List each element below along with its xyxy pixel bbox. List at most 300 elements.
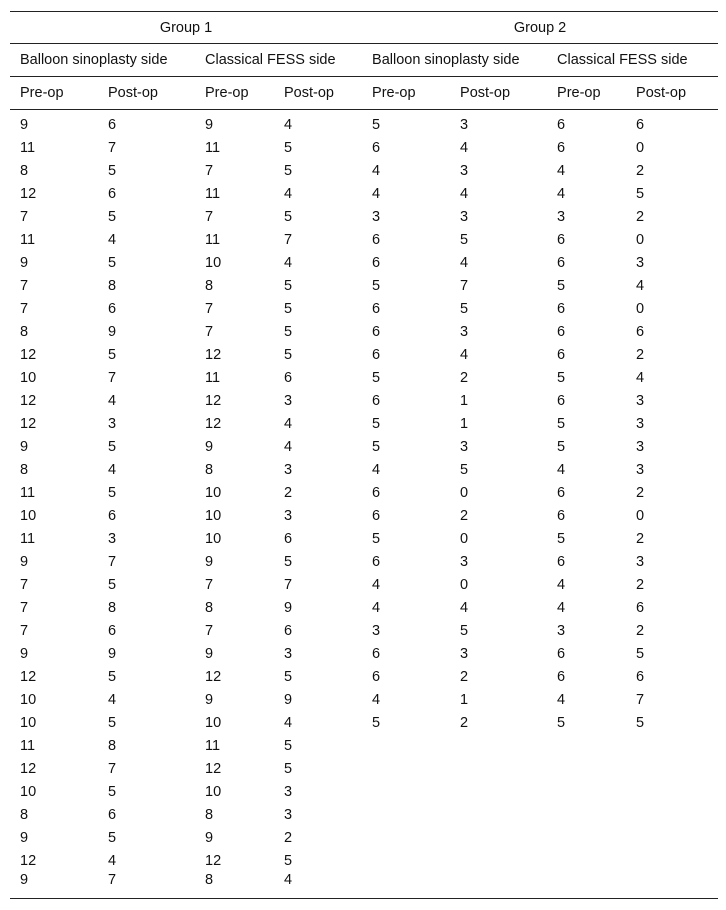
table-cell: 6	[636, 668, 645, 685]
table-cell: 11	[20, 530, 36, 547]
table-cell: 6	[636, 323, 645, 340]
table-cell	[626, 803, 718, 826]
table-cell: 4	[460, 254, 469, 271]
table-cell: 9	[205, 553, 214, 570]
table-cell: 2	[460, 507, 469, 524]
table-cell: 7	[108, 553, 117, 570]
table-cell: 4	[284, 714, 293, 731]
table-cell: 4	[636, 277, 645, 294]
table-cell: 3	[460, 645, 469, 662]
table-cell: 1	[460, 415, 469, 432]
table-body	[10, 110, 718, 899]
table-cell: 4	[284, 438, 293, 455]
table-row	[10, 642, 718, 665]
table-cell: 2	[460, 714, 469, 731]
table-cell: 0	[460, 530, 469, 547]
table-cell	[450, 780, 547, 803]
table-row	[10, 550, 718, 573]
table-cell: 9	[20, 116, 29, 133]
table-cell: 5	[284, 346, 293, 363]
side-header: Classical FESS side	[195, 44, 362, 77]
table-cell: 2	[460, 668, 469, 685]
table-cell: 3	[372, 208, 381, 225]
table-row	[10, 481, 718, 504]
table-cell: 9	[205, 645, 214, 662]
table-cell: 3	[636, 254, 645, 271]
table-cell: 5	[372, 415, 381, 432]
table-cell: 12	[205, 415, 222, 432]
table-cell	[450, 734, 547, 757]
table-cell: 10	[20, 369, 37, 386]
table-cell: 5	[557, 277, 566, 294]
table-cell: 6	[372, 507, 381, 524]
table-cell: 2	[636, 622, 645, 639]
table-cell: 4	[108, 461, 117, 478]
table-cell	[450, 872, 547, 899]
table-cell: 7	[284, 231, 293, 248]
table-cell: 3	[108, 415, 117, 432]
table-cell: 0	[636, 300, 645, 317]
table-cell	[450, 826, 547, 849]
table-cell: 1	[460, 691, 469, 708]
table-row	[10, 182, 718, 205]
table-cell: 4	[557, 691, 566, 708]
table-cell	[362, 803, 450, 826]
table-row	[10, 458, 718, 481]
table-cell: 12	[205, 668, 222, 685]
table-cell: 8	[108, 277, 117, 294]
table-cell: 5	[284, 323, 293, 340]
table-cell: 12	[20, 852, 37, 869]
table-cell	[450, 849, 547, 872]
table-cell: 5	[108, 438, 117, 455]
table-cell	[547, 803, 626, 826]
table-cell: 3	[372, 622, 381, 639]
table-cell: 7	[108, 139, 117, 156]
table-cell: 3	[636, 553, 645, 570]
table-cell: 6	[557, 507, 566, 524]
table-cell: 10	[20, 714, 37, 731]
table-cell: 0	[460, 576, 469, 593]
table-cell: 8	[20, 806, 29, 823]
table-cell: 9	[284, 599, 293, 616]
table-cell: 6	[557, 346, 566, 363]
table-cell: 4	[460, 185, 469, 202]
table-cell: 11	[205, 185, 221, 202]
table-cell: 12	[205, 760, 222, 777]
table-cell	[547, 826, 626, 849]
table-cell: 5	[460, 300, 469, 317]
timepoint-header: Pre-op	[195, 77, 274, 110]
table-cell: 6	[557, 484, 566, 501]
table-cell: 6	[284, 622, 293, 639]
table-cell: 7	[636, 691, 645, 708]
table-cell: 7	[205, 323, 214, 340]
table-cell: 6	[636, 116, 645, 133]
table-cell: 6	[557, 323, 566, 340]
table-cell: 8	[20, 162, 29, 179]
table-cell: 2	[636, 576, 645, 593]
table-cell: 5	[284, 300, 293, 317]
table-cell: 4	[284, 415, 293, 432]
timepoint-header: Post-op	[450, 77, 547, 110]
group-header: Group 1	[10, 12, 362, 44]
table-cell: 5	[636, 645, 645, 662]
table-row	[10, 711, 718, 734]
table-cell: 2	[636, 530, 645, 547]
table-cell: 11	[205, 139, 221, 156]
table-cell: 2	[636, 346, 645, 363]
side-header-row	[10, 44, 718, 77]
side-header: Balloon sinoplasty side	[362, 44, 547, 77]
table-row	[10, 274, 718, 297]
timepoint-header: Pre-op	[362, 77, 450, 110]
table-cell: 11	[205, 231, 221, 248]
table-row	[10, 826, 718, 849]
table-cell: 10	[205, 714, 222, 731]
table-cell: 2	[460, 369, 469, 386]
table-cell: 3	[557, 208, 566, 225]
timepoint-header: Post-op	[98, 77, 195, 110]
table-row	[10, 343, 718, 366]
table-cell: 4	[557, 162, 566, 179]
table-cell	[626, 757, 718, 780]
table-cell: 2	[636, 162, 645, 179]
table-cell: 11	[205, 737, 221, 754]
table-cell: 8	[205, 599, 214, 616]
side-header: Classical FESS side	[547, 44, 718, 77]
table-cell: 5	[372, 277, 381, 294]
table-cell: 6	[372, 231, 381, 248]
table-row	[10, 734, 718, 757]
table-cell: 4	[274, 872, 362, 899]
table-cell: 10	[205, 254, 222, 271]
table-row	[10, 159, 718, 182]
table-cell: 2	[636, 484, 645, 501]
table-cell: 4	[372, 576, 381, 593]
table-cell: 10	[205, 783, 222, 800]
table-cell	[547, 872, 626, 899]
table-cell: 6	[372, 346, 381, 363]
table-cell: 6	[108, 622, 117, 639]
table-cell: 4	[372, 461, 381, 478]
table-cell: 3	[284, 507, 293, 524]
table-cell: 8	[205, 277, 214, 294]
table-cell: 2	[636, 208, 645, 225]
table-cell: 11	[20, 139, 36, 156]
table-cell: 4	[108, 691, 117, 708]
table-cell: 5	[460, 461, 469, 478]
table-cell: 4	[108, 852, 117, 869]
table-row	[10, 435, 718, 458]
table-cell: 11	[205, 369, 221, 386]
table-cell: 4	[460, 139, 469, 156]
table-cell: 3	[636, 392, 645, 409]
table-cell: 3	[460, 323, 469, 340]
table-cell: 7	[20, 208, 29, 225]
table-cell: 0	[636, 139, 645, 156]
table-cell: 6	[284, 369, 293, 386]
table-cell: 11	[20, 484, 36, 501]
table-cell: 6	[372, 484, 381, 501]
table-cell: 6	[557, 116, 566, 133]
table-cell: 3	[284, 392, 293, 409]
table-cell: 9	[205, 691, 214, 708]
table-cell: 5	[284, 668, 293, 685]
table-cell: 9	[20, 438, 29, 455]
table-cell	[626, 872, 718, 899]
table-cell: 7	[20, 277, 29, 294]
table-row	[10, 849, 718, 872]
table-cell: 5	[372, 116, 381, 133]
table-cell: 10	[205, 530, 222, 547]
table-cell: 5	[460, 622, 469, 639]
table-cell: 6	[372, 300, 381, 317]
data-table-container	[10, 11, 718, 899]
table-row	[10, 780, 718, 803]
table-cell: 10	[20, 691, 37, 708]
table-cell: 6	[557, 231, 566, 248]
table-cell: 5	[372, 530, 381, 547]
table-cell: 4	[557, 185, 566, 202]
table-cell: 8	[195, 872, 274, 899]
table-cell: 3	[460, 208, 469, 225]
table-cell: 3	[460, 162, 469, 179]
timepoint-header-row	[10, 77, 718, 110]
table-row	[10, 688, 718, 711]
table-cell: 7	[20, 576, 29, 593]
table-cell: 4	[372, 162, 381, 179]
table-cell: 5	[108, 346, 117, 363]
table-cell: 11	[20, 737, 36, 754]
table-cell	[547, 757, 626, 780]
table-cell: 5	[108, 714, 117, 731]
table-row	[10, 205, 718, 228]
table-row	[10, 596, 718, 619]
timepoint-header: Post-op	[626, 77, 718, 110]
table-cell: 7	[98, 872, 195, 899]
data-table	[10, 11, 718, 899]
table-cell: 7	[205, 162, 214, 179]
table-cell: 9	[205, 116, 214, 133]
table-cell: 9	[20, 254, 29, 271]
table-cell	[626, 849, 718, 872]
table-cell: 5	[284, 277, 293, 294]
table-row	[10, 573, 718, 596]
table-cell: 6	[557, 300, 566, 317]
table-cell: 9	[205, 829, 214, 846]
table-cell: 0	[460, 484, 469, 501]
table-cell: 7	[108, 369, 117, 386]
table-cell	[362, 826, 450, 849]
table-cell: 5	[108, 829, 117, 846]
table-cell: 6	[108, 300, 117, 317]
table-cell: 5	[284, 760, 293, 777]
table-cell: 4	[284, 116, 293, 133]
table-cell: 5	[460, 231, 469, 248]
table-cell: 4	[460, 346, 469, 363]
table-cell: 6	[372, 645, 381, 662]
table-row	[10, 527, 718, 550]
table-cell: 7	[205, 576, 214, 593]
table-cell: 9	[10, 872, 98, 899]
table-cell: 5	[108, 162, 117, 179]
table-cell: 9	[284, 691, 293, 708]
table-cell: 9	[108, 323, 117, 340]
table-cell: 3	[636, 415, 645, 432]
group-header-row	[10, 12, 718, 44]
table-cell: 12	[20, 760, 37, 777]
table-cell: 5	[557, 438, 566, 455]
table-cell: 4	[460, 599, 469, 616]
table-cell: 10	[205, 484, 222, 501]
table-row	[10, 251, 718, 274]
table-cell: 9	[205, 438, 214, 455]
table-cell: 8	[20, 323, 29, 340]
table-cell: 5	[284, 553, 293, 570]
table-cell: 4	[108, 392, 117, 409]
table-cell: 4	[108, 231, 117, 248]
table-cell: 4	[372, 599, 381, 616]
table-cell: 12	[20, 668, 37, 685]
table-cell: 5	[108, 668, 117, 685]
table-cell: 3	[284, 461, 293, 478]
table-cell: 6	[372, 668, 381, 685]
table-cell	[450, 757, 547, 780]
table-cell: 3	[636, 461, 645, 478]
table-cell: 6	[557, 668, 566, 685]
table-cell: 5	[557, 415, 566, 432]
table-cell: 3	[460, 116, 469, 133]
table-cell	[362, 780, 450, 803]
table-cell: 12	[205, 346, 222, 363]
table-cell: 5	[636, 714, 645, 731]
table-cell: 6	[108, 116, 117, 133]
table-cell: 2	[284, 484, 293, 501]
table-cell: 12	[205, 392, 222, 409]
table-cell: 4	[284, 254, 293, 271]
table-cell: 4	[372, 691, 381, 708]
table-row	[10, 412, 718, 435]
table-cell: 5	[108, 576, 117, 593]
table-cell: 6	[108, 806, 117, 823]
table-cell: 5	[372, 438, 381, 455]
table-cell: 2	[284, 829, 293, 846]
timepoint-header: Pre-op	[547, 77, 626, 110]
table-cell: 4	[557, 461, 566, 478]
table-cell: 12	[20, 346, 37, 363]
table-cell: 6	[372, 553, 381, 570]
table-cell: 7	[205, 300, 214, 317]
table-cell: 4	[557, 576, 566, 593]
table-cell: 12	[20, 392, 37, 409]
table-row	[10, 619, 718, 642]
table-cell: 5	[636, 185, 645, 202]
table-cell: 3	[460, 553, 469, 570]
table-cell: 0	[636, 507, 645, 524]
table-cell: 8	[205, 461, 214, 478]
table-cell: 10	[20, 507, 37, 524]
group-header: Group 2	[362, 12, 718, 44]
table-cell	[362, 757, 450, 780]
table-cell: 5	[372, 369, 381, 386]
table-cell: 4	[372, 185, 381, 202]
table-row	[10, 136, 718, 159]
table-row	[10, 320, 718, 343]
table-cell: 5	[372, 714, 381, 731]
table-cell: 3	[460, 438, 469, 455]
table-cell: 5	[284, 139, 293, 156]
table-cell: 6	[557, 139, 566, 156]
table-cell: 5	[108, 484, 117, 501]
table-cell	[362, 872, 450, 899]
table-row	[10, 803, 718, 826]
table-cell: 5	[108, 208, 117, 225]
table-cell: 6	[557, 392, 566, 409]
table-cell: 3	[557, 622, 566, 639]
table-cell	[547, 780, 626, 803]
table-row	[10, 110, 718, 137]
table-cell	[626, 780, 718, 803]
table-cell: 5	[557, 714, 566, 731]
table-cell: 12	[205, 852, 222, 869]
table-row	[10, 872, 718, 899]
table-cell: 5	[284, 162, 293, 179]
table-cell: 3	[636, 438, 645, 455]
table-cell: 6	[372, 392, 381, 409]
table-cell	[547, 734, 626, 757]
table-cell: 7	[20, 599, 29, 616]
table-cell: 8	[108, 737, 117, 754]
table-cell: 6	[557, 254, 566, 271]
table-cell: 6	[108, 185, 117, 202]
table-cell: 8	[108, 599, 117, 616]
table-cell	[450, 803, 547, 826]
table-cell	[362, 849, 450, 872]
table-cell: 4	[557, 599, 566, 616]
table-row	[10, 757, 718, 780]
table-cell: 7	[20, 622, 29, 639]
table-row	[10, 389, 718, 412]
table-cell: 12	[20, 415, 37, 432]
table-cell: 1	[460, 392, 469, 409]
table-row	[10, 297, 718, 320]
table-cell: 6	[557, 645, 566, 662]
table-cell: 5	[108, 783, 117, 800]
table-cell: 5	[284, 208, 293, 225]
table-cell: 12	[20, 185, 37, 202]
table-cell: 6	[372, 254, 381, 271]
table-cell: 10	[205, 507, 222, 524]
table-cell: 6	[557, 553, 566, 570]
table-cell: 7	[205, 208, 214, 225]
table-cell: 4	[636, 369, 645, 386]
table-cell: 10	[20, 783, 37, 800]
table-cell: 5	[108, 254, 117, 271]
table-cell: 5	[284, 852, 293, 869]
table-cell: 6	[284, 530, 293, 547]
table-cell: 8	[20, 461, 29, 478]
table-row	[10, 504, 718, 527]
table-cell: 11	[20, 231, 36, 248]
table-cell: 8	[205, 806, 214, 823]
table-cell	[547, 849, 626, 872]
table-cell: 7	[460, 277, 469, 294]
table-cell: 5	[557, 369, 566, 386]
table-cell: 5	[284, 737, 293, 754]
table-cell	[626, 734, 718, 757]
table-cell	[626, 826, 718, 849]
